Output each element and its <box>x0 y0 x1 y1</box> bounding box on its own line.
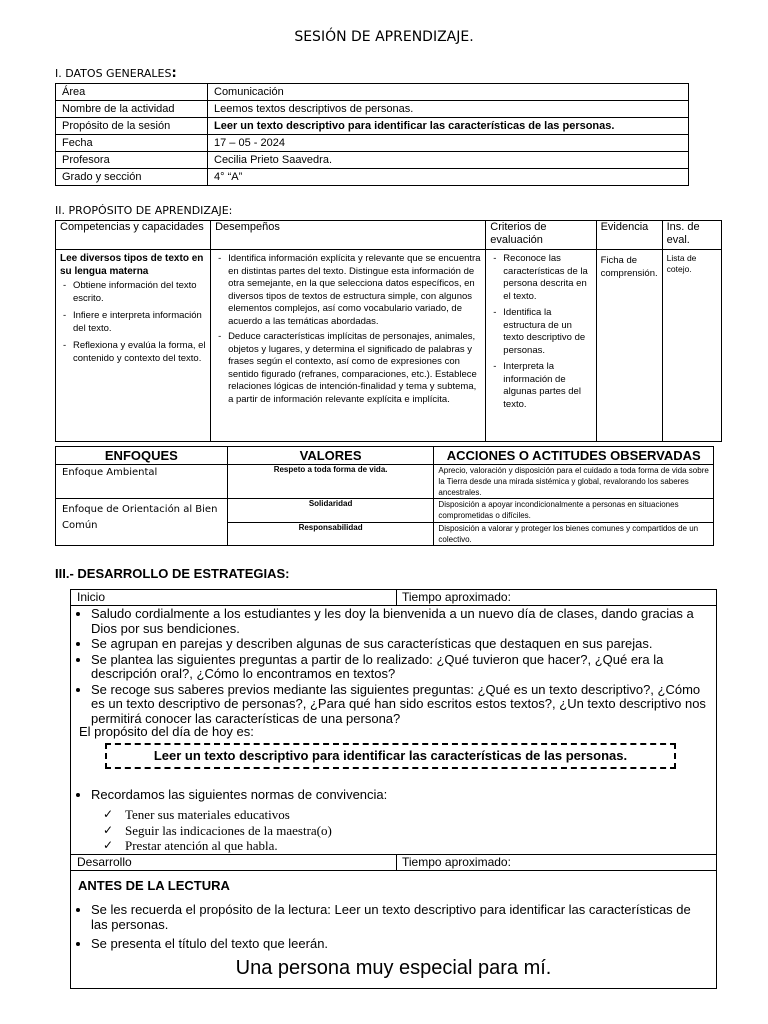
proposito-table <box>55 220 722 442</box>
section-datos-colon: : <box>171 66 177 81</box>
list-item: - Infiere e interpreta información del texto. <box>73 310 206 335</box>
proposito-intro: El propósito del día de hoy es: <box>79 724 254 739</box>
header-enfoques: ENFOQUES <box>56 447 228 465</box>
desempenos-cell <box>211 250 486 442</box>
table-row <box>56 250 722 442</box>
antes-list <box>71 902 691 952</box>
enfoque-cell: Enfoque Ambiental <box>56 465 228 499</box>
list-item: • Se les recuerda el propósito de la lectura: Leer un texto descriptivo para identificar las características de las personas. <box>91 902 691 932</box>
accion-cell: Aprecio, valoración y disposición para el cuidado a toda forma de vida sobre la Tierra desde una mirada sistémica y global, revalorando los saberes ancestrales. <box>434 465 714 499</box>
header-acciones: ACCIONES O ACTITUDES OBSERVADAS <box>434 447 714 465</box>
cell-label: Profesora <box>56 152 208 169</box>
list-item: • Se recoge sus saberes previos mediante las siguientes preguntas: ¿Qué es un texto descriptivo?, ¿Cómo es un texto descriptivo de personas?, ¿Para qué han sido escritos estos textos?, ¿Un texto descriptivo nos permitirá conocer las características de una persona? <box>91 683 711 727</box>
header-criterios: Criterios de evaluación <box>486 221 596 250</box>
section-desarrollo-heading: III.- DESARROLLO DE ESTRATEGIAS: <box>55 566 290 581</box>
antes-lectura-heading: ANTES DE LA LECTURA <box>78 878 230 893</box>
valor-cell: Responsabilidad <box>227 523 434 546</box>
list-item: • Recordamos las siguientes normas de convivencia: <box>91 788 711 803</box>
inicio-header-row <box>71 590 716 606</box>
table-row <box>56 118 689 135</box>
section-datos-label: I. DATOS GENERALES <box>55 67 172 80</box>
competencia-title: Lee diversos tipos de texto en su lengua materna <box>60 253 204 277</box>
evidencia-cell: Ficha de comprensión. <box>596 250 662 442</box>
cell-value: 17 – 05 - 2024 <box>208 135 689 152</box>
normas-list <box>87 807 332 854</box>
accion-cell: Disposición a apoyar incondicionalmente a personas en situaciones comprometidas o difíciles. <box>434 499 714 523</box>
estrategias-box <box>70 589 717 989</box>
inicio-label: Inicio <box>77 590 106 604</box>
table-header-row <box>56 447 714 465</box>
list-item: - Interpreta la información de algunas partes del texto. <box>503 361 591 411</box>
table-row <box>56 84 689 101</box>
header-valores: VALORES <box>227 447 434 465</box>
cell-value: Cecilia Prieto Saavedra. <box>208 152 689 169</box>
table-row <box>56 101 689 118</box>
cell-label: Grado y sección <box>56 169 208 186</box>
normas-intro-list <box>71 788 711 804</box>
list-item: • Se presenta el título del texto que leerán. <box>91 936 691 951</box>
table-row <box>56 499 714 523</box>
datos-generales-table <box>55 83 689 186</box>
desarrollo-header-row <box>71 854 716 871</box>
header-instrumento: Ins. de eval. <box>662 221 721 250</box>
texto-titulo: Una persona muy especial para mí. <box>235 957 552 979</box>
criterios-cell <box>486 250 596 442</box>
table-row <box>56 169 689 186</box>
list-item: - Reconoce las características de la persona descrita en el texto. <box>503 253 591 303</box>
enfoque-cell: Enfoque de Orientación al Bien Común <box>56 499 228 546</box>
cell-label: Propósito de la sesión <box>56 118 208 135</box>
tiempo-label: Tiempo aproximado: <box>402 855 511 869</box>
list-item: • Se plantea las siguientes preguntas a partir de lo realizado: ¿Qué tuvieron que hacer?, ¿Qué era la descripción oral?, ¿Cómo lo encontramos en textos? <box>91 653 711 682</box>
valor-cell: Respeto a toda forma de vida. <box>227 465 434 499</box>
table-header-row <box>56 221 722 250</box>
header-desempenos: Desempeños <box>211 221 486 250</box>
table-row <box>56 465 714 499</box>
list-item: ✓ Seguir las indicaciones de la maestra(o) <box>125 823 332 839</box>
cell-value: Leer un texto descriptivo para identificar las características de las personas. <box>208 118 689 135</box>
section-proposito-heading: II. PROPÓSITO DE APRENDIZAJE: <box>55 204 233 217</box>
proposito-box: Leer un texto descriptivo para identificar las características de las personas. <box>105 743 676 769</box>
list-item: - Identifica la estructura de un texto descriptivo de personas. <box>503 307 591 357</box>
table-row <box>56 152 689 169</box>
list-item: • Se agrupan en parejas y describen algunas de sus características que destaquen en sus parejas. <box>91 637 711 652</box>
table-row <box>56 135 689 152</box>
accion-cell: Disposición a valorar y proteger los bienes comunes y compartidos de un colectivo. <box>434 523 714 546</box>
list-item: - Reflexiona y evalúa la forma, el contenido y contexto del texto. <box>73 340 206 365</box>
desarrollo-label: Desarrollo <box>77 855 132 869</box>
column-divider <box>396 590 397 605</box>
list-item: - Obtiene información del texto escrito. <box>73 280 206 305</box>
list-item: ✓ Tener sus materiales educativos <box>125 807 332 823</box>
instrumento-cell: Lista de cotejo. <box>662 250 721 442</box>
cell-label: Nombre de la actividad <box>56 101 208 118</box>
cell-label: Área <box>56 84 208 101</box>
tiempo-label: Tiempo aproximado: <box>402 590 511 604</box>
list-item: • Saludo cordialmente a los estudiantes y les doy la bienvenida a un nuevo día de clases, dando gracias a Dios por sus bendiciones. <box>91 607 711 636</box>
list-item: ✓ Prestar atención al que habla. <box>125 838 332 854</box>
enfoques-table <box>55 446 714 546</box>
page-title: SESIÓN DE APRENDIZAJE. <box>294 29 474 45</box>
header-evidencia: Evidencia <box>596 221 662 250</box>
valor-cell: Solidaridad <box>227 499 434 523</box>
column-divider <box>396 855 397 870</box>
section-datos-generales <box>55 66 177 81</box>
cell-value: Comunicación <box>208 84 689 101</box>
cell-value: 4° “A” <box>208 169 689 186</box>
header-competencias: Competencias y capacidades <box>56 221 211 250</box>
list-item: - Identifica información explícita y relevante que se encuentra en distintas partes del texto. Distingue esta información de otra semejante, en la que selecciona datos específicos, en diversos tipos de textos de estructura simple, con algunos elementos complejos, así como vocabulario variado, de acuerdo a las temáticas abordadas. <box>228 253 481 328</box>
inicio-list <box>71 607 711 727</box>
cell-label: Fecha <box>56 135 208 152</box>
competencias-cell <box>56 250 211 442</box>
list-item: - Deduce características implícitas de personajes, animales, objetos y lugares, y determina el significado de palabras y frases según el contexto, así como de expresiones con sentido figurado (refranes, comparaciones, etc.). Establece relaciones lógicas de intención-finalidad y tema y subtema, a partir de información relevante explícita e implícita. <box>228 331 481 406</box>
cell-value: Leemos textos descriptivos de personas. <box>208 101 689 118</box>
